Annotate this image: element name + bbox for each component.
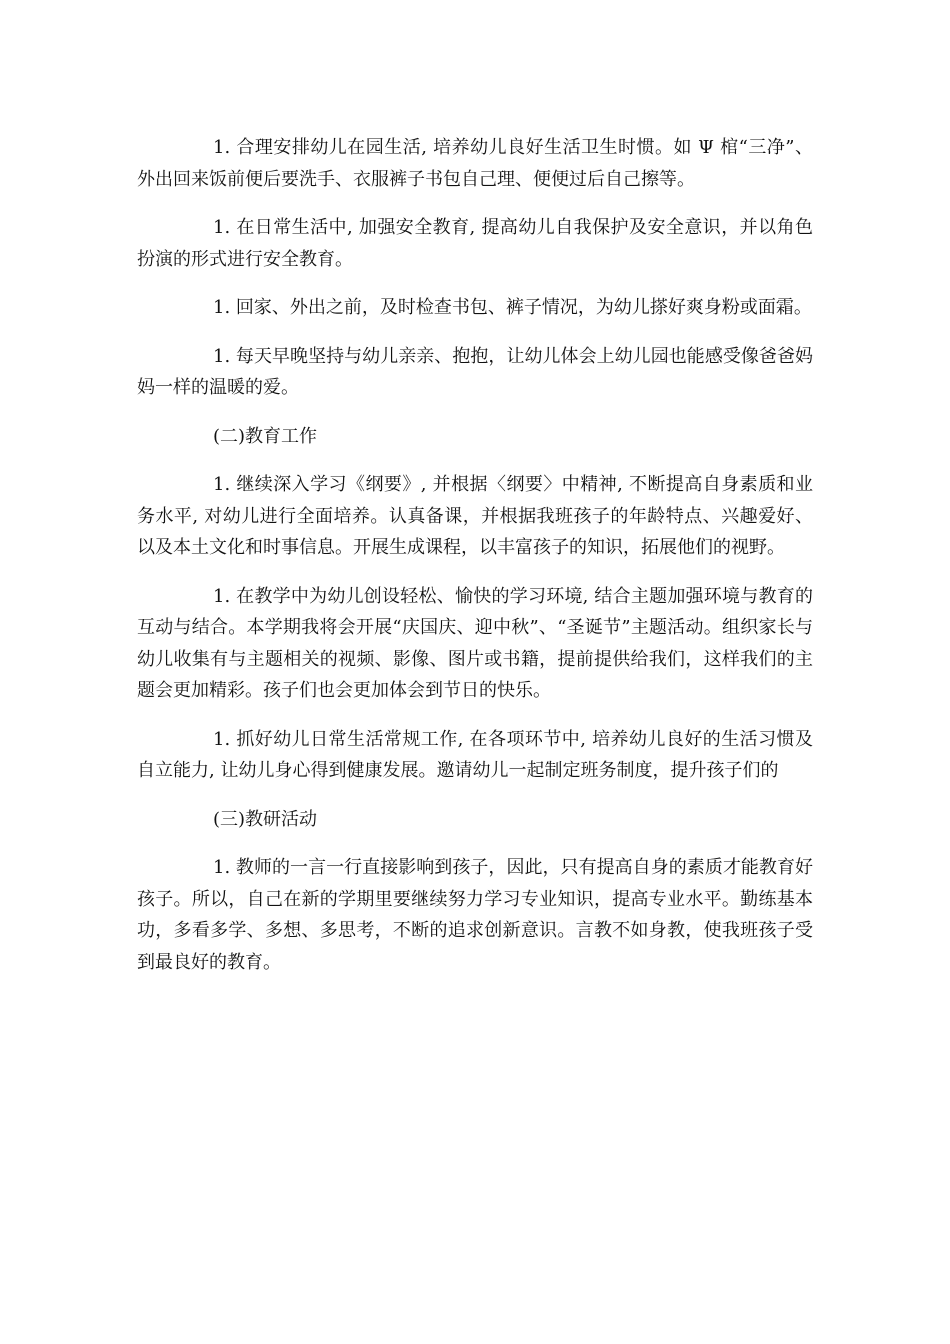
paragraph-learning-environment: 1. 在教学中为幼儿创设轻松、愉快的学习环境, 结合主题加强环境与教育的互动与结合。本学期我将会开展“庆国庆、迎中秋”、“圣诞节”主题活动。组织家长与幼儿收集有与主题相关的视频、影像、图片或书籍，提前提供给我们，这样我们的主题会更加精彩。孩子们也会更加体会到节日的快乐。 [137, 585, 813, 701]
paragraph-check-bags: 1. 回家、外出之前，及时检查书包、裤子情况，为幼儿搽好爽身粉或面霜。 [213, 297, 812, 318]
paragraph-daily-routine: 1. 抓好幼儿日常生活常规工作, 在各项环节中, 培养幼儿良好的生活习惯及自立能力, 让幼儿身心得到健康发展。邀请幼儿一起制定班务制度，提升孩子们的 [137, 728, 813, 781]
paragraph-hygiene-habits: 1. 合理安排幼儿在园生活, 培养幼儿良好生活卫生时惯。如 Ψ 棺“三净”、外出回来饭前便后要洗手、衣服裤子书包自己理、便便过后自己擦等。 [137, 137, 813, 190]
paragraph-hugs: 1. 每天早晚坚持与幼儿亲亲、抱抱，让幼儿体会上幼儿园也能感受像爸爸妈妈一样的温暖的爱。 [137, 345, 813, 398]
section-heading-research-activity: (三)教研活动 [213, 808, 318, 830]
paragraph-study-outline: 1. 继续深入学习《纲要》, 并根据〈纲要〉中精神, 不断提高自身素质和业务水平, 对幼儿进行全面培养。认真备课，并根据我班孩子的年龄特点、兴趣爱好、以及本土文化和时事信息。开展生成课程，以丰富孩子的知识，拓展他们的视野。 [137, 474, 813, 558]
document-body [137, 132, 813, 995]
section-heading-education-work: (二)教育工作 [213, 425, 318, 447]
paragraph-safety-education: 1. 在日常生活中, 加强安全教育, 提高幼儿自我保护及安全意识，并以角色扮演的形式进行安全教育。 [137, 217, 813, 270]
paragraph-teacher-example: 1. 教师的一言一行直接影响到孩子，因此，只有提高自身的素质才能教育好孩子。所以，自己在新的学期里要继续努力学习专业知识，提高专业水平。勤练基本功，多看多学、多想、多思考，不断的追求创新意识。言教不如身教，使我班孩子受到最良好的教育。 [137, 857, 813, 973]
